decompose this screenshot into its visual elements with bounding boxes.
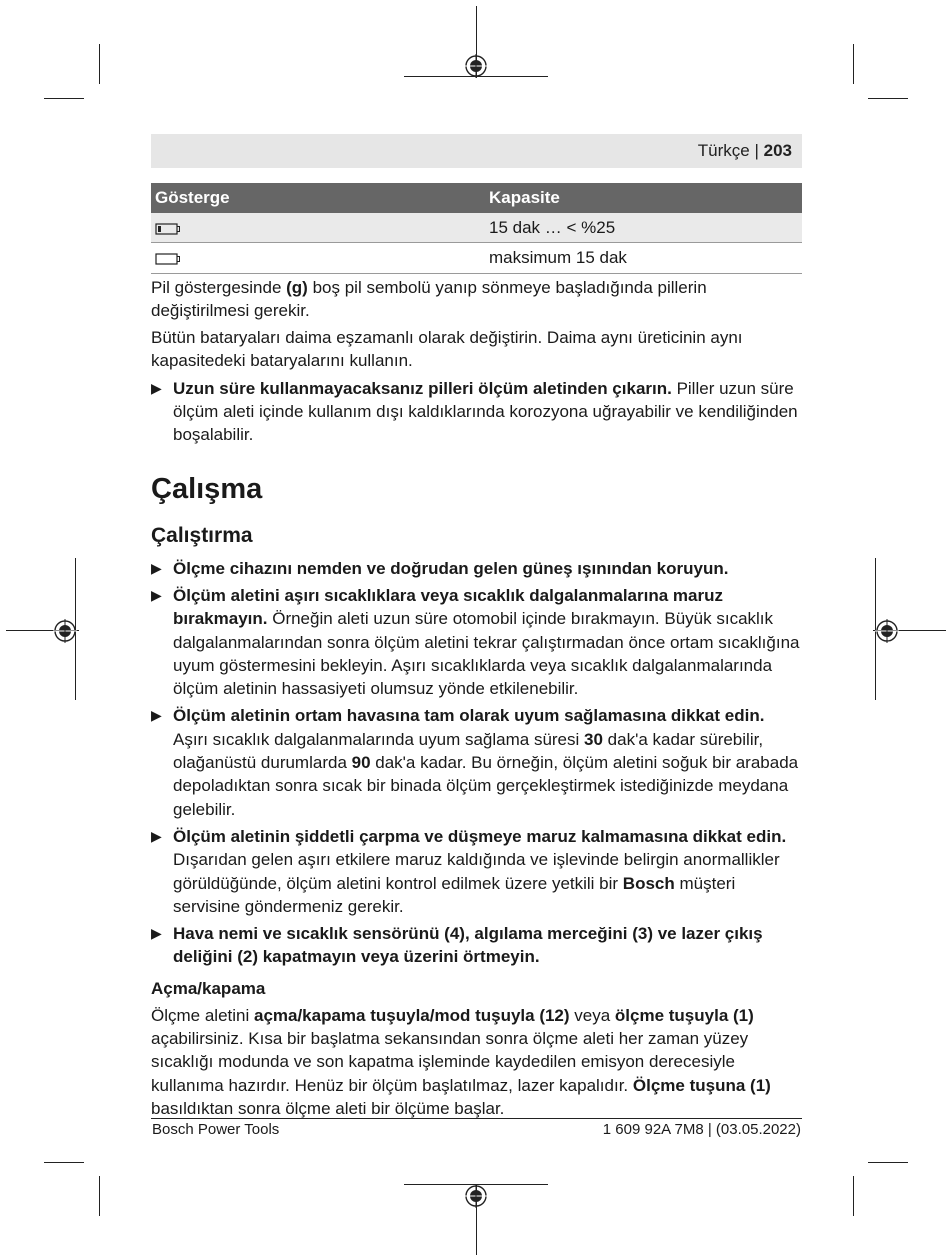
table-cell-indicator [151, 243, 485, 273]
battery-low-icon [155, 223, 181, 235]
paragraph-battery-indicator: Pil göstergesinde (g) boş pil sembolü yanıp sönmeye başladığında pillerin değiştirilmesi gerekir. [151, 277, 707, 320]
table-header-capacity: Kapasite [485, 183, 802, 213]
page-number: 203 [763, 141, 792, 160]
footer-divider [151, 1118, 802, 1119]
header-separator: | [754, 141, 759, 160]
page-header-text [698, 141, 792, 161]
paragraph-replace-batteries: Bütün bataryaları daima eşzamanlı olarak değiştirin. Daima aynı üreticinin aynı kapasitedeki bataryalarını kullanın. [151, 328, 743, 371]
list-item: ▶ Ölçüm aletini aşırı sıcaklıklara veya sıcaklık dalgalanmalarına maruz bırakmayın. Örneğin aleti uzun süre otomobil içinde bırakmayın. Büyük sıcaklık dalgalanmalarından sonra ölçüm aletini tekrar çalıştırmadan önce ortam sıcaklığına uyum göstermesini bekleyin. Aşırı sıcaklıklarda veya sıcaklık dalgalanmalarında ölçüm aletinin hassasiyeti olumsuz yönde etkilenebilir. [151, 585, 800, 699]
crop-mark [853, 1176, 854, 1216]
bullet-arrow-icon: ▶ [151, 925, 162, 942]
crop-mark [99, 1176, 100, 1216]
footer-doc-number: 1 609 92A 7M8 | (03.05.2022) [602, 1121, 801, 1138]
section-title: Çalışma [151, 472, 263, 505]
subheading-onoff: Açma/kapama [151, 978, 266, 998]
registration-target-icon [875, 619, 899, 643]
list-item: ▶ Ölçüm aletinin şiddetli çarpma ve düşmeye maruz kalmamasına dikkat edin. Dışarıdan gelen aşırı etkilere maruz kaldığında ve işlevinde belirgin anormallikler görüldüğünde, ölçüm aletini kontrol edilmek üzere yetkili bir Bosch müşteri servisine göndermeniz gerekir. [151, 826, 787, 916]
table-cell-capacity: maksimum 15 dak [485, 243, 802, 273]
bullet-arrow-icon: ▶ [151, 379, 162, 396]
page-content [151, 183, 802, 1124]
list-item: ▶ Ölçme cihazını nemden ve doğrudan gelen güneş ışınından koruyun. [151, 557, 802, 580]
table-row [151, 213, 802, 243]
registration-target-icon [53, 619, 77, 643]
table-header-indicator: Gösterge [151, 183, 485, 213]
registration-target-icon [464, 1184, 488, 1208]
bullet-arrow-icon: ▶ [151, 707, 162, 724]
subsection-title: Çalıştırma [151, 523, 253, 547]
header-language: Türkçe [697, 141, 750, 160]
crop-mark [868, 1162, 908, 1163]
table-header-row [151, 183, 802, 213]
crop-mark [99, 44, 100, 84]
crop-mark [44, 98, 84, 99]
battery-empty-icon [155, 253, 181, 265]
bullet-arrow-icon: ▶ [151, 559, 162, 576]
list-item: ▶ Hava nemi ve sıcaklık sensörünü (4), algılama merceğini (3) ve lazer çıkış deliğini (2) kapatmayın veya üzerini örtmeyin. [151, 924, 763, 967]
list-item: ▶ Uzun süre kullanmayacaksanız pilleri ölçüm aletinden çıkarın. Piller uzun süre ölçüm aleti içinde kullanım dışı kaldıklarında korozyona uğrayabilir ve kendiliğinden boşalabilir. [151, 378, 798, 445]
table-cell-indicator [151, 213, 485, 243]
paragraph-onoff: Ölçme aletini açma/kapama tuşuyla/mod tuşuyla (12) veya ölçme tuşuyla (1) açabilirsiniz. Kısa bir başlatma sekansından sonra ölçme aleti her zaman yüzey sıcaklığı modunda ve son kapatma işleminde kaydedilen emisyon derecesiyle kullanıma hazırdır. Henüz bir ölçüm başlatılmaz, lazer kapalıdır. Ölçme tuşuna (1) basıldıktan sonra ölçme aleti bir ölçüme başlar. [151, 1005, 771, 1118]
table-row [151, 243, 802, 273]
page-header [151, 134, 802, 168]
footer-brand: Bosch Power Tools [152, 1121, 280, 1138]
crop-mark [868, 98, 908, 99]
list-item: ▶ Ölçüm aletinin ortam havasına tam olarak uyum sağlamasına dikkat edin. Aşırı sıcaklık dalgalanmalarında uyum sağlama süresi 30 dak'a kadar sürebilir, olağanüstü durumlarda 90 dak'a kadar. Bu örneğin, ölçüm aletini soğuk bir arabada depoladıktan sonra sıcak bir binada ölçüm gerçekleştirmek istediğinizde meydana gelebilir. [151, 706, 799, 819]
bullet-arrow-icon: ▶ [151, 827, 162, 844]
registration-target-icon [464, 54, 488, 78]
battery-capacity-table [151, 183, 802, 274]
crop-mark [853, 44, 854, 84]
table-cell-capacity: 15 dak … < %25 [485, 213, 802, 243]
bullet-arrow-icon: ▶ [151, 586, 162, 603]
crop-mark [44, 1162, 84, 1163]
